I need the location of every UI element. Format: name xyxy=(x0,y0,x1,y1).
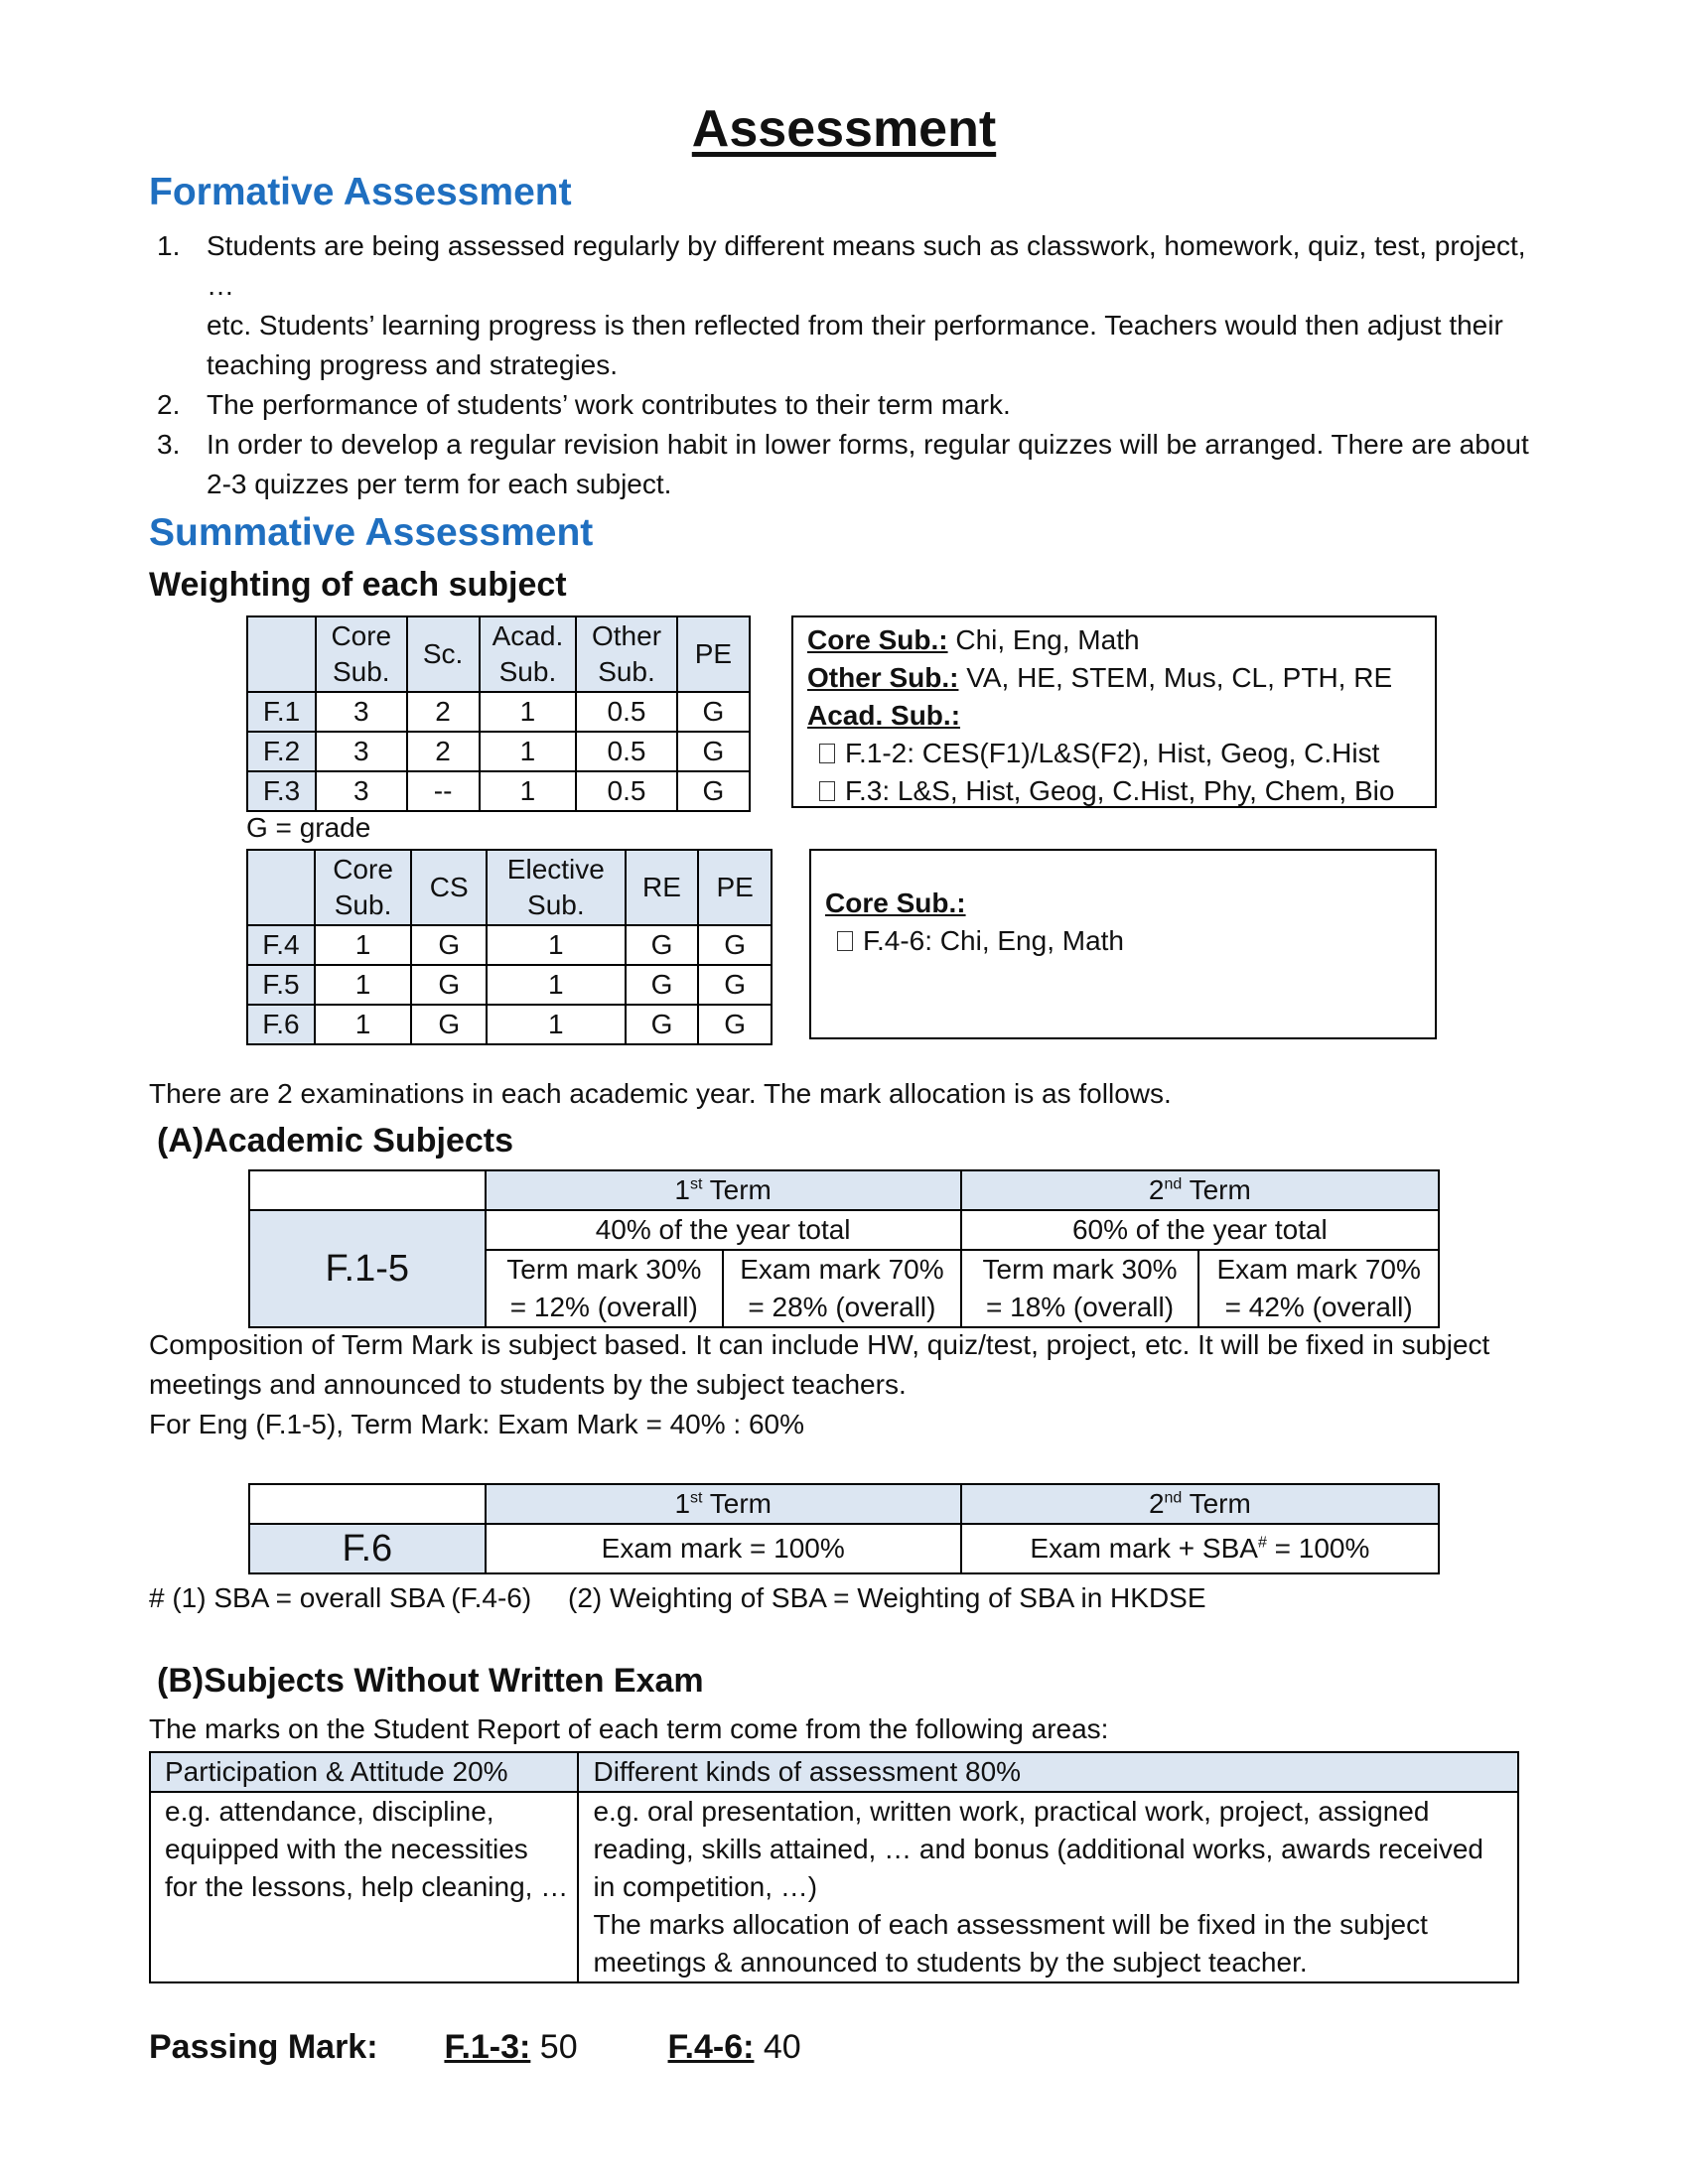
term2-percentage: 60% of the year total xyxy=(961,1210,1439,1250)
passing-upper-value: 40 xyxy=(754,2028,801,2066)
list-item: 3. In order to develop a regular revision habit in lower forms, regular quizzes will be arranged. There are about 2-3 quizzes per term for each subject. xyxy=(157,429,1529,499)
list-item: 1. Students are being assessed regularly by different means such as classwork, homework, quiz, test, project, … etc. Students’ learning progress is then reflected from their performance. Teachers would then adjust their teaching progress and strategies. xyxy=(157,230,1526,380)
header-core-sub: Core Sub. xyxy=(316,616,406,692)
table-row: F.6 1 G 1 G G xyxy=(247,1005,772,1044)
formative-list xyxy=(149,226,1539,504)
f6-mark-table xyxy=(248,1483,1440,1574)
form-label-f1-5: F.1-5 xyxy=(249,1210,486,1327)
table-row: F.1 3 2 1 0.5 G xyxy=(247,692,750,732)
weighting-table-f1-3 xyxy=(246,615,751,812)
header-cs: CS xyxy=(411,850,487,925)
passing-upper-label: F.4-6: xyxy=(667,2028,755,2066)
list-item: 2. The performance of students’ work contributes to their term mark. xyxy=(157,389,1011,420)
passing-mark xyxy=(149,2025,801,2069)
term1-term-mark-cell: Term mark 30% = 12% (overall) xyxy=(486,1250,724,1327)
corner-cell xyxy=(249,1170,486,1210)
corner-cell xyxy=(247,850,315,925)
passing-lower-label: F.1-3: xyxy=(444,2028,531,2066)
subject-legend-box-f1-3: Core Sub.: Chi, Eng, Math Other Sub.: VA, HE, STEM, Mus, CL, PTH, RE Acad. Sub.: F.1-2: CES(F1)/L&S(F2), Hist, Geog, C.Hist F.3: L&S, Hist, Geog, C.Hist, Phy, Chem, Bio xyxy=(791,615,1437,808)
weighting-table-f4-6 xyxy=(246,849,773,1045)
corner-cell xyxy=(249,1484,486,1524)
table-row: F.2 3 2 1 0.5 G xyxy=(247,732,750,771)
corner-cell xyxy=(247,616,316,692)
header-other-sub: Other Sub. xyxy=(576,616,677,692)
f6-term2-cell: Exam mark + SBA# = 100% xyxy=(961,1524,1439,1573)
academic-heading: (A)Academic Subjects xyxy=(157,1122,513,1160)
term2-term-mark-cell: Term mark 30% = 18% (overall) xyxy=(961,1250,1199,1327)
composition-note: Composition of Term Mark is subject based. It can include HW, quiz/test, project, etc. It will be fixed in subject meetings and announced to students by the subject teachers. For Eng (F.1-5), Term Mark: Exam Mark = 40% : 60% xyxy=(149,1329,1490,1439)
header-re: RE xyxy=(626,850,699,925)
term2-header: 2nd Term xyxy=(961,1484,1439,1524)
header-acad-sub: Acad. Sub. xyxy=(480,616,577,692)
participation-details: e.g. attendance, discipline, equipped with the necessities for the lessons, help cleaning, … xyxy=(150,1792,578,1982)
header-elective-sub: Elective Sub. xyxy=(487,850,626,925)
header-sc: Sc. xyxy=(407,616,480,692)
term1-percentage: 40% of the year total xyxy=(486,1210,961,1250)
academic-mark-table xyxy=(248,1169,1440,1328)
subject-legend-box-f4-6: Core Sub.: F.4-6: Chi, Eng, Math xyxy=(809,849,1437,1039)
passing-mark-label: Passing Mark: xyxy=(149,2028,378,2066)
no-exam-table xyxy=(149,1751,1519,1983)
f6-term1-cell: Exam mark = 100% xyxy=(486,1524,961,1573)
term1-exam-mark-cell: Exam mark 70% = 28% (overall) xyxy=(723,1250,961,1327)
no-exam-intro: The marks on the Student Report of each term come from the following areas: xyxy=(149,1713,1109,1744)
table-row: F.5 1 G 1 G G xyxy=(247,965,772,1005)
assessment-header: Different kinds of assessment 80% xyxy=(578,1752,1518,1792)
passing-lower-value: 50 xyxy=(530,2028,578,2066)
header-pe: PE xyxy=(698,850,772,925)
page-title: Assessment xyxy=(691,100,997,158)
exam-intro: There are 2 examinations in each academic year. The mark allocation is as follows. xyxy=(149,1078,1172,1109)
term1-header: 1st Term xyxy=(486,1170,961,1210)
form-label-f6: F.6 xyxy=(249,1524,486,1573)
table-row: F.4 1 G 1 G G xyxy=(247,925,772,965)
participation-header: Participation & Attitude 20% xyxy=(150,1752,578,1792)
header-core-sub: Core Sub. xyxy=(315,850,412,925)
grade-note: G = grade xyxy=(246,812,371,843)
sba-note-2: (2) Weighting of SBA = Weighting of SBA in HKDSE xyxy=(568,1582,1206,1613)
summative-heading: Summative Assessment xyxy=(149,511,594,554)
sba-note-1: # (1) SBA = overall SBA (F.4-6) xyxy=(149,1582,532,1613)
formative-heading: Formative Assessment xyxy=(149,171,572,213)
header-pe: PE xyxy=(677,616,750,692)
term2-exam-mark-cell: Exam mark 70% = 42% (overall) xyxy=(1198,1250,1439,1327)
assessment-details: e.g. oral presentation, written work, practical work, project, assigned reading, skills attained, … and bonus (additional works, awards received in competition, …) The marks allocation of each assessment will be fixed in the subject meetings & announced to students by the subject teacher. xyxy=(578,1792,1518,1982)
table-row: F.3 3 -- 1 0.5 G xyxy=(247,771,750,811)
weighting-heading: Weighting of each subject xyxy=(149,566,567,604)
term1-header: 1st Term xyxy=(486,1484,961,1524)
checkbox-bullet-icon xyxy=(819,781,835,801)
checkbox-bullet-icon xyxy=(837,931,853,951)
term2-header: 2nd Term xyxy=(961,1170,1439,1210)
checkbox-bullet-icon xyxy=(819,744,835,763)
no-exam-heading: (B)Subjects Without Written Exam xyxy=(157,1662,704,1700)
